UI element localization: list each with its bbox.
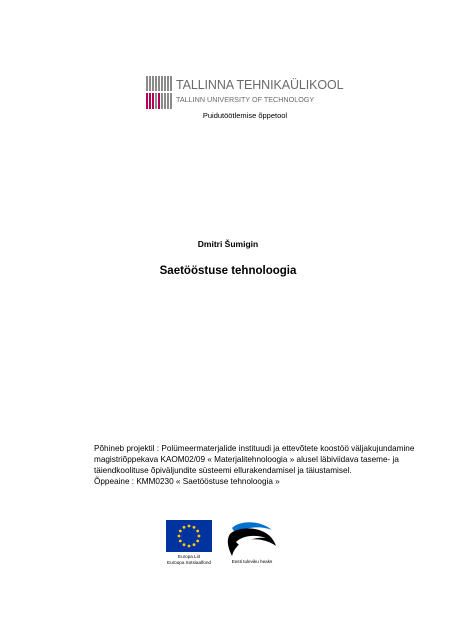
estonia-future-logo [226,520,278,568]
eu-caption-union: Europa Liit [178,554,200,559]
eu-social-fund-logo [160,520,216,568]
course-line: Õppeaine : KMM0230 « Saetööstuse tehnoloogia » [94,477,280,486]
eu-caption-fund: Euroopa Sotsiaalfond [167,559,211,565]
university-emblem-icon [146,76,174,110]
document-title: Saetööstuse tehnoloogia [159,265,297,277]
university-name-et: TALLINNA TEHNIKAÜLIKOOL [176,78,344,92]
project-line: täiendkoolituse õpiväljundite süsteemi ellurakendamisel ja täiustamisel. [94,466,352,475]
estonia-caption: Eesti tuleviku heaks [231,559,273,564]
author-name: Dmitri Šumigin [197,239,259,249]
project-description [94,443,424,487]
estonia-swallow-icon [226,520,278,560]
university-logo [146,76,344,110]
project-line: Põhineb projektil : Polümeermaterjalide instituudi ja ettevõtete koostöö väljakujundamine [94,444,415,453]
department-name: Puidutöötlemise õppetool [202,111,288,120]
university-name-en: TALLINN UNIVERSITY OF TECHNOLOGY [176,95,315,104]
project-line: magistriõppekava KAOM02/09 « Materjalitehnoloogia » alusel läbiviidava taseme- ja [94,455,399,464]
eu-flag-icon [166,520,212,552]
